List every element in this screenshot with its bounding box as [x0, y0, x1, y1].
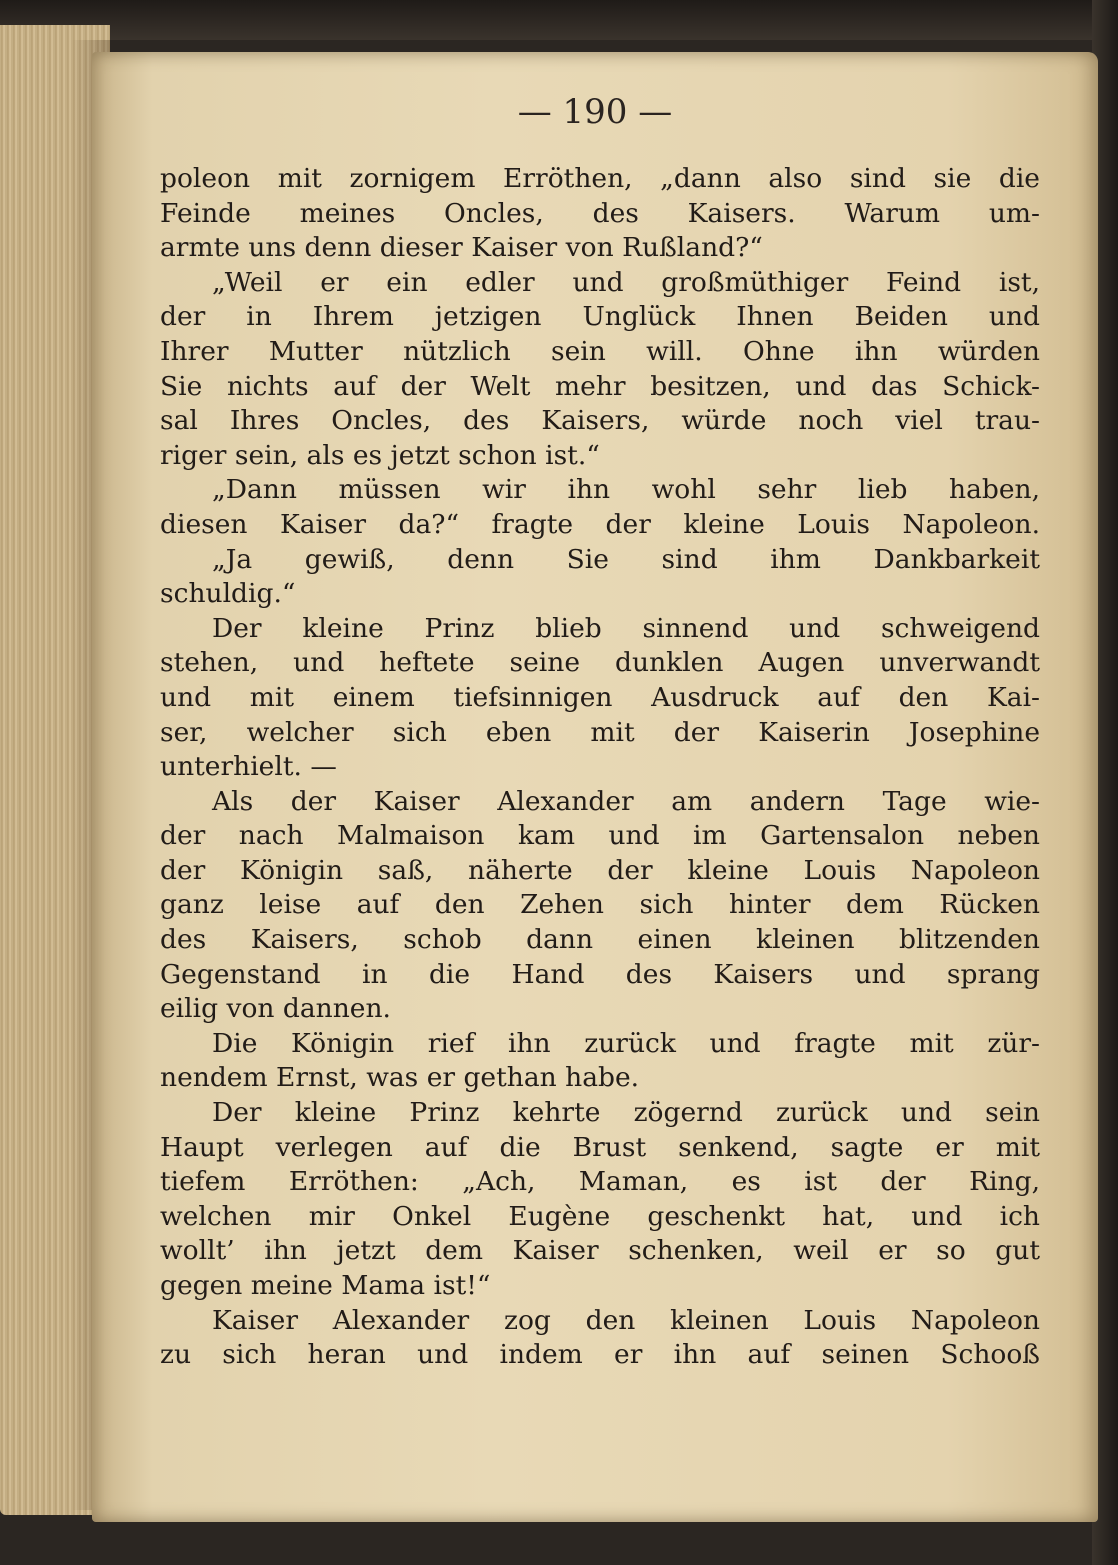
text-line: „Ja gewiß, denn Sie sind ihm Dankbarkeit [212, 543, 1040, 575]
text-line: wollt’ ihn jetzt dem Kaiser schenken, weil er so gut [160, 1235, 1040, 1267]
text-line: der in Ihrem jetzigen Unglück Ihnen Beiden und [160, 301, 1040, 333]
text-line: Haupt verlegen auf die Brust senkend, sagte er mit [160, 1131, 1040, 1163]
text-line: Der kleine Prinz blieb sinnend und schweigend [212, 612, 1040, 644]
text-line: der Königin saß, näherte der kleine Louis Napoleon [160, 854, 1040, 886]
text-line: Feinde meines Oncles, des Kaisers. Warum um- [160, 197, 1040, 229]
text-line: Ihrer Mutter nützlich sein will. Ohne ihn würden [160, 335, 1040, 367]
text-line: ganz leise auf den Zehen sich hinter dem Rücken [160, 889, 1040, 921]
text-line: stehen, und heftete seine dunklen Augen unverwandt [160, 647, 1040, 679]
text-line: tiefem Erröthen: „Ach, Maman, es ist der Ring, [160, 1166, 1040, 1198]
body-text [160, 162, 1040, 1373]
text-line: armte uns denn dieser Kaiser von Rußland?“ [160, 232, 763, 264]
text-line: riger sein, als es jetzt schon ist.“ [160, 439, 600, 471]
text-line: gegen meine Mama ist!“ [160, 1270, 491, 1301]
text-line: Gegenstand in die Hand des Kaisers und sprang [160, 958, 1040, 990]
text-line: Sie nichts auf der Welt mehr besitzen, und das Schick- [160, 370, 1040, 402]
text-line: „Weil er ein edler und großmüthiger Feind ist, [212, 266, 1040, 298]
text-line: schuldig.“ [160, 578, 296, 610]
text-line: sal Ihres Oncles, des Kaisers, würde noch viel trau- [160, 405, 1040, 437]
text-line: unterhielt. — [160, 751, 337, 783]
text-line: ser, welcher sich eben mit der Kaiserin Josephine [160, 716, 1040, 748]
book-cover-top [0, 0, 1118, 40]
text-line: des Kaisers, schob dann einen kleinen blitzenden [160, 924, 1040, 956]
text-line: welchen mir Onkel Eugène geschenkt hat, und ich [160, 1200, 1040, 1232]
text-line: und mit einem tiefsinnigen Ausdruck auf den Kai- [160, 681, 1040, 713]
text-line: Als der Kaiser Alexander am andern Tage wie- [212, 785, 1040, 817]
text-line: poleon mit zornigem Erröthen, „dann also sind sie die [160, 163, 1040, 194]
text-line: nendem Ernst, was er gethan habe. [160, 1062, 640, 1094]
text-line: der nach Malmaison kam und im Gartensalon neben [160, 820, 1040, 852]
text-line: Der kleine Prinz kehrte zögernd zurück und sein [212, 1097, 1040, 1129]
text-line: diesen Kaiser da?“ fragte der kleine Louis Napoleon. [160, 508, 1040, 540]
text-line: zu sich heran und indem er ihn auf seinen Schooß [160, 1339, 1040, 1371]
text-line: Die Königin rief ihn zurück und fragte mit zür- [212, 1027, 1040, 1059]
text-line: „Dann müssen wir ihn wohl sehr lieb haben, [212, 474, 1040, 506]
text-line: eilig von dannen. [160, 993, 391, 1025]
text-line: Kaiser Alexander zog den kleinen Louis Napoleon [212, 1304, 1040, 1336]
page-number: — 190 — [517, 92, 673, 132]
